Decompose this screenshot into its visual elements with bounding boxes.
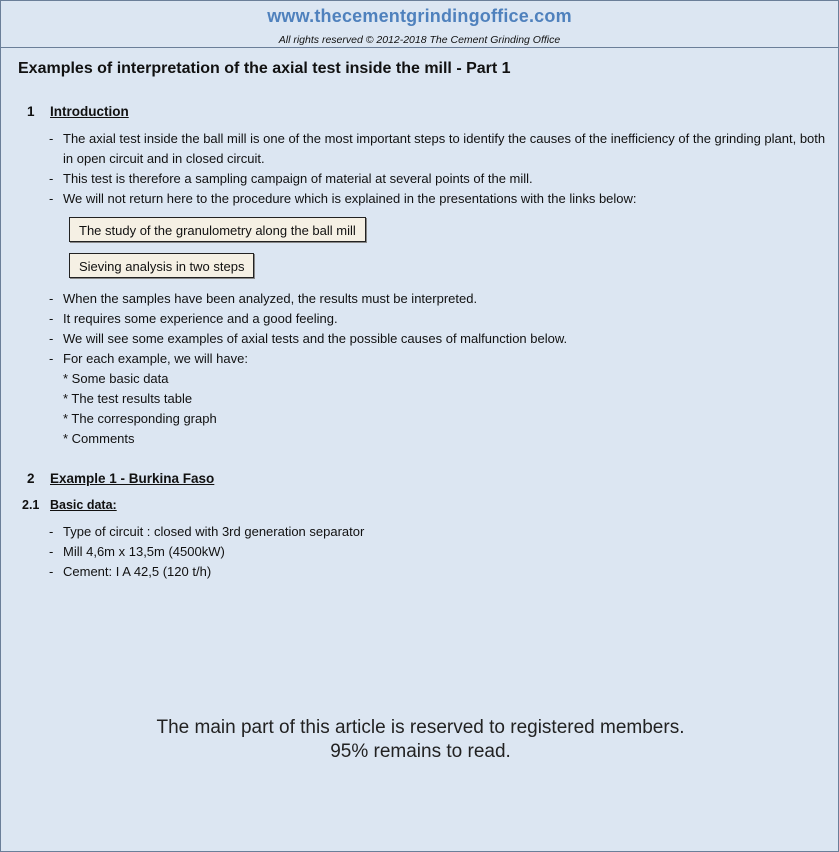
- bullet-item: - It requires some experience and a good feeling.: [49, 309, 829, 329]
- sub-list-item: * Some basic data: [63, 371, 169, 386]
- bullet-item: - This test is therefore a sampling campaign of material at several points of the mill.: [49, 169, 829, 189]
- bullet-text: When the samples have been analyzed, the results must be interpreted.: [63, 291, 478, 306]
- bullet-item: - When the samples have been analyzed, the results must be interpreted.: [49, 289, 829, 309]
- subsection-2-1-heading: Basic data:: [50, 498, 117, 512]
- sub-list-item: * The test results table: [63, 391, 193, 406]
- bullet-text: We will not return here to the procedure which is explained in the presentations with the links below:: [63, 191, 637, 206]
- bullet-item: - We will see some examples of axial tests and the possible causes of malfunction below.: [49, 329, 829, 349]
- bullet-item: - We will not return here to the procedure which is explained in the presentations with the links below:: [49, 189, 829, 209]
- sub-list-item: * Comments: [63, 431, 135, 446]
- sub-list-item: * The corresponding graph: [63, 411, 217, 426]
- section-2-heading: Example 1 - Burkina Faso: [50, 471, 215, 486]
- page-title: Examples of interpretation of the axial test inside the mill - Part 1: [18, 60, 511, 77]
- section-1-number: 1: [27, 104, 35, 119]
- bullet-text: We will see some examples of axial tests and the possible causes of malfunction below.: [63, 331, 568, 346]
- bullet-item: - For each example, we will have:: [49, 349, 829, 369]
- site-url-link[interactable]: www.thecementgrindingoffice.com: [267, 6, 572, 26]
- copyright-text: All rights reserved © 2012-2018 The Cement Grinding Office: [278, 34, 561, 46]
- subsection-2-1-number: 2.1: [22, 498, 40, 512]
- bullet-text: The axial test inside the ball mill is one of the most important steps to identify the causes of the inefficiency of the grinding plant, both in open circuit and in closed circuit.: [63, 131, 826, 166]
- page-header: [1, 1, 838, 48]
- members-notice: The main part of this article is reserved to registered members.: [156, 717, 685, 738]
- bullet-item: - The axial test inside the ball mill is one of the most important steps to identify the causes of the inefficiency of the grinding plant, both in open circuit and in closed circuit.: [49, 129, 829, 169]
- remaining-notice: 95% remains to read.: [330, 741, 511, 762]
- section-2-number: 2: [27, 471, 35, 486]
- bullet-item: - Mill 4,6m x 13,5m (4500kW): [49, 542, 829, 562]
- bullet-text: For each example, we will have:: [63, 351, 248, 366]
- bullet-text: Type of circuit : closed with 3rd generation separator: [63, 524, 365, 539]
- bullet-text: Mill 4,6m x 13,5m (4500kW): [63, 544, 225, 559]
- bullet-text: This test is therefore a sampling campaign of material at several points of the mill.: [63, 171, 533, 186]
- bullet-item: - Cement: I A 42,5 (120 t/h): [49, 562, 829, 582]
- link-granulometry-study[interactable]: The study of the granulometry along the ball mill: [69, 217, 366, 242]
- section-1-heading: Introduction: [50, 104, 129, 119]
- bullet-item: - Type of circuit : closed with 3rd generation separator: [49, 522, 829, 542]
- bullet-text: Cement: I A 42,5 (120 t/h): [63, 564, 212, 579]
- link-sieving-analysis[interactable]: Sieving analysis in two steps: [69, 253, 254, 278]
- bullet-text: It requires some experience and a good feeling.: [63, 311, 338, 326]
